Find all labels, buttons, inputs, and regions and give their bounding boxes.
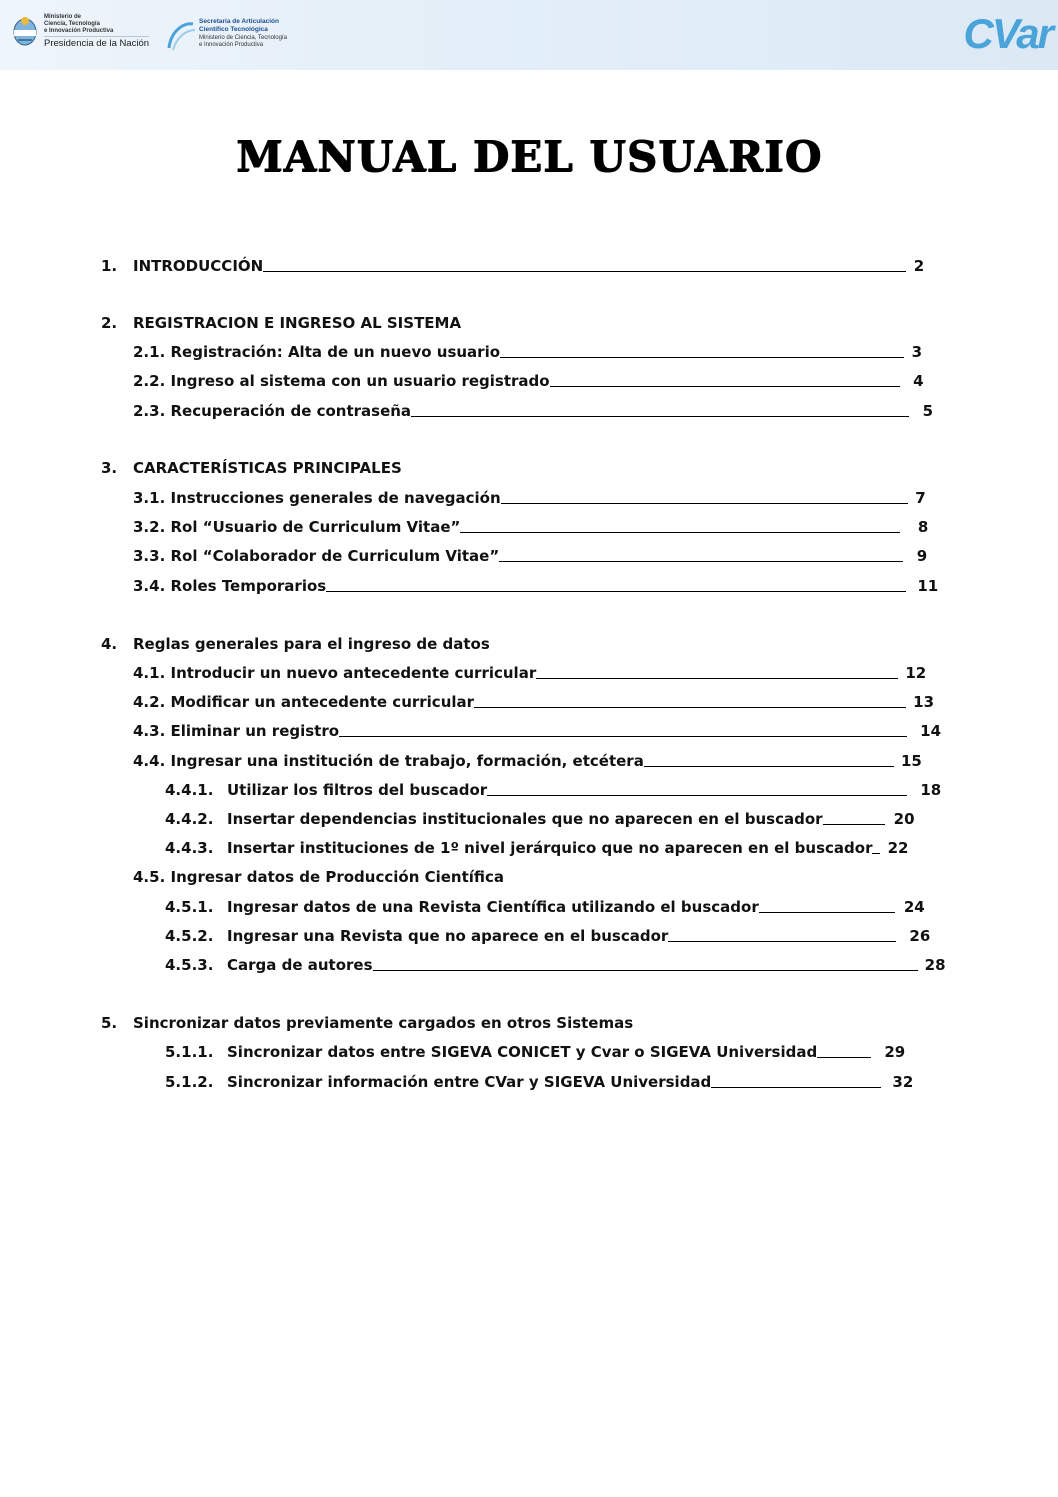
ministry-line-2: Ciencia, Tecnología [44, 21, 100, 27]
toc-number: 2. [101, 314, 118, 332]
toc-entry-2-1[interactable] [133, 343, 922, 361]
leader-line [499, 560, 903, 562]
toc-entry-4[interactable] [101, 635, 490, 653]
toc-page: 18 [920, 781, 942, 799]
toc-text: Sincronizar información entre CVar y SIGEVA Universidad [227, 1073, 712, 1091]
leader-line [668, 940, 896, 942]
toc-page: 14 [920, 722, 942, 740]
leader-line [536, 677, 898, 679]
leader-line [373, 969, 918, 971]
toc-page: 29 [884, 1043, 906, 1061]
toc-entry-5[interactable] [101, 1014, 633, 1032]
toc-page: 26 [909, 927, 931, 945]
presidencia-label: Presidencia de la Nación [44, 38, 150, 49]
toc-text: 3.1. Instrucciones generales de navegación [133, 489, 501, 507]
toc-number: 4.5.2. [165, 927, 214, 945]
toc-page: 4 [913, 372, 924, 390]
leader-line [460, 531, 900, 533]
toc-number: 4.5.3. [165, 956, 214, 974]
toc-page: 15 [900, 752, 922, 770]
toc-number: 4.5.1. [165, 898, 214, 916]
toc-page: 5 [922, 402, 934, 420]
toc-page: 7 [915, 489, 926, 507]
toc-number: 4.4.1. [165, 781, 214, 799]
toc-page: 22 [887, 839, 909, 857]
toc-text: Insertar dependencias institucionales que no aparecen en el buscador [227, 810, 823, 828]
toc-entry-2[interactable] [101, 314, 461, 332]
ministerio-sub-line-2: e Innovación Productiva [199, 42, 264, 48]
toc-number: 4. [101, 635, 118, 653]
toc-text: 3.3. Rol “Colaborador de Curriculum Vitae” [133, 547, 500, 565]
toc-number: 1. [101, 257, 118, 275]
toc-entry-4-5-3[interactable] [165, 956, 946, 974]
toc-entry-4-1[interactable] [133, 664, 926, 682]
toc-entry-2-2[interactable] [133, 372, 924, 390]
header-band [0, 0, 1058, 70]
toc-entry-3-3[interactable] [133, 547, 927, 565]
swirl-icon [165, 18, 197, 54]
toc-entry-3[interactable] [101, 459, 402, 477]
leader-line [872, 852, 880, 854]
leader-line [644, 765, 894, 767]
toc-number: 4.4.2. [165, 810, 214, 828]
toc-number: 3. [101, 459, 118, 477]
toc-entry-4-2[interactable] [133, 693, 934, 711]
leader-line [487, 794, 907, 796]
toc-entry-3-2[interactable] [133, 518, 928, 536]
toc-text: REGISTRACION E INGRESO AL SISTEMA [133, 314, 462, 332]
page-title: MANUAL DEL USUARIO [235, 132, 823, 181]
toc-entry-4-4-3[interactable] [165, 839, 908, 857]
leader-line [326, 590, 906, 592]
secretaria-line-2: Científico Tecnológica [199, 25, 268, 33]
toc-text: Ingresar una Revista que no aparece en el buscador [227, 927, 669, 945]
toc-text: 4.3. Eliminar un registro [133, 722, 340, 740]
argentina-seal-icon [12, 14, 38, 48]
toc-entry-4-4[interactable] [133, 752, 922, 770]
toc-page: 3 [911, 343, 923, 361]
toc-number: 5.1.1. [165, 1043, 214, 1061]
toc-text: INTRODUCCIÓN [133, 257, 264, 275]
toc-text: 4.1. Introducir un nuevo antecedente curricular [133, 664, 537, 682]
leader-line [411, 415, 909, 417]
toc-entry-4-5-1[interactable] [165, 898, 925, 916]
toc-text: CARACTERÍSTICAS PRINCIPALES [133, 459, 402, 477]
toc-page: 2 [913, 257, 925, 275]
leader-line [500, 356, 904, 358]
toc-page: 13 [913, 693, 935, 711]
toc-entry-1[interactable] [101, 257, 924, 275]
toc-entry-4-4-2[interactable] [165, 810, 915, 828]
toc-entry-4-4-1[interactable] [165, 781, 941, 799]
toc-page: 9 [916, 547, 928, 565]
toc-page: 32 [892, 1073, 914, 1091]
ministry-logo [12, 14, 149, 49]
toc-entry-5-1-2[interactable] [165, 1073, 913, 1091]
leader-line [339, 735, 907, 737]
toc-text: Ingresar datos de una Revista Científica utilizando el buscador [227, 898, 759, 916]
toc-number: 5. [101, 1014, 118, 1032]
toc-entry-4-5-2[interactable] [165, 927, 930, 945]
ministerio-sub-line-1: Ministerio de Ciencia, Tecnología [199, 35, 287, 41]
toc-text: 2.3. Recuperación de contraseña [133, 402, 412, 420]
leader-line [474, 706, 906, 708]
leader-line [550, 385, 900, 387]
toc-page: 12 [905, 664, 927, 682]
toc-entry-4-5[interactable] [133, 868, 504, 886]
toc-text: Carga de autores [227, 956, 373, 974]
toc-number: 5.1.2. [165, 1073, 214, 1091]
leader-line [263, 270, 906, 272]
ministry-line-3: e Innovación Productiva [44, 28, 114, 34]
toc-text: 4.5. Ingresar datos de Producción Científica [133, 868, 505, 886]
secretaria-line-1: Secretaría de Articulación [199, 18, 279, 25]
toc-text: 2.1. Registración: Alta de un nuevo usuario [133, 343, 501, 361]
leader-line [759, 911, 895, 913]
toc-number: 4.4.3. [165, 839, 214, 857]
toc-page: 24 [903, 898, 925, 916]
toc-entry-5-1-1[interactable] [165, 1043, 905, 1061]
leader-line [711, 1086, 881, 1088]
toc-text: Sincronizar datos entre SIGEVA CONICET y Cvar o SIGEVA Universidad [227, 1043, 818, 1061]
toc-page: 28 [924, 956, 946, 974]
toc-page: 20 [893, 810, 915, 828]
toc-text: 4.2. Modificar un antecedente curricular [133, 693, 475, 711]
toc-text: 2.2. Ingreso al sistema con un usuario registrado [133, 372, 550, 390]
toc-page: 11 [917, 577, 939, 595]
toc-text: Sincronizar datos previamente cargados en otros Sistemas [133, 1014, 634, 1032]
toc-text: 4.4. Ingresar una institución de trabajo, formación, etcétera [133, 752, 644, 770]
toc-text: 3.2. Rol “Usuario de Curriculum Vitae” [133, 518, 461, 536]
toc-entry-3-4[interactable] [133, 577, 938, 595]
toc-text: 3.4. Roles Temporarios [133, 577, 327, 595]
leader-line [501, 502, 908, 504]
secretaria-logo [165, 18, 287, 54]
toc-text: Reglas generales para el ingreso de datos [133, 635, 490, 653]
toc-page: 8 [917, 518, 929, 536]
toc-entry-2-3[interactable] [133, 402, 933, 420]
leader-line [823, 823, 885, 825]
cvar-logo: CVar [963, 10, 1052, 57]
toc-entry-4-3[interactable] [133, 722, 941, 740]
toc-entry-3-1[interactable] [133, 489, 926, 507]
toc-text: Utilizar los filtros del buscador [227, 781, 488, 799]
toc-text: Insertar instituciones de 1º nivel jerárquico que no aparecen en el buscador [227, 839, 873, 857]
leader-line [817, 1056, 871, 1058]
ministry-line-1: Ministerio de [44, 14, 82, 20]
